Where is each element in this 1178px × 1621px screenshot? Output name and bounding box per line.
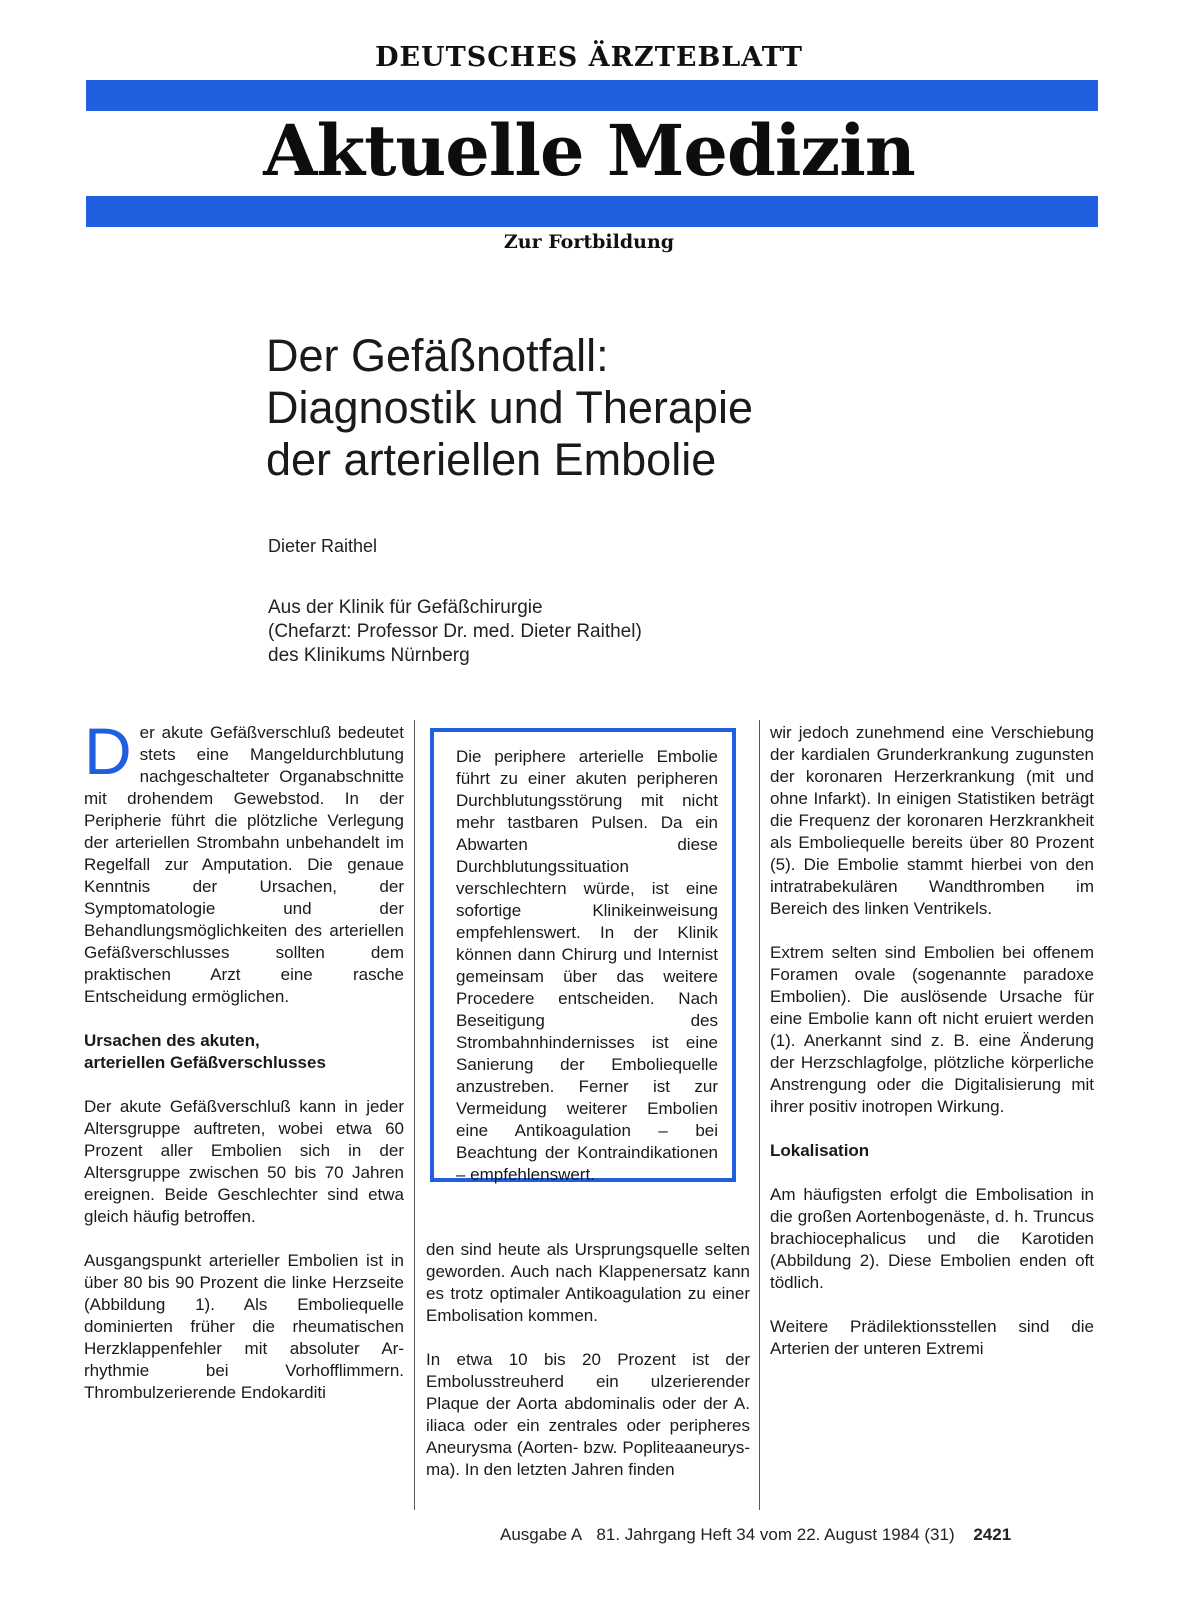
column-divider (414, 720, 415, 1510)
page-number: 2421 (973, 1525, 1012, 1544)
affiliation (268, 596, 642, 668)
body-paragraph: Ausgangspunkt arterieller Embolien ist in über 80 bis 90 Prozent die linke Herzseite (Abbildung 1). Als Emboliequelle dominierten früher die rheumatischen Herzklappenfehler mit absoluter Arrhythmie bei Vorhofflimmern. Thrombulzerierende Endokarditi (84, 1251, 404, 1402)
section-title: Aktuelle Medizin (263, 109, 915, 192)
body-paragraph: Weitere Prädilektionsstellen sind die Arterien der unteren Extremi (770, 1317, 1094, 1358)
bottom-blue-bar (86, 196, 1098, 227)
author: Dieter Raithel (268, 536, 378, 556)
article-title-line: Der Gefäßnotfall: (266, 330, 609, 381)
affiliation-line: (Chefarzt: Professor Dr. med. Dieter Raithel) (268, 621, 642, 642)
body-paragraph: Der akute Gefäßverschluß kann in jeder Altersgruppe auftreten, wobei etwa 60 Prozent aller Embolien sich in der Altersgruppe zwischen 50 bis 70 Jahren ereignen. Beide Geschlechter sind etwa gleich häufig betroffen. (84, 1097, 404, 1226)
body-paragraph: In etwa 10 bis 20 Prozent ist der Embolusstreuherd ein ulzerierender Plaque der Aorta abdominalis oder der A. iliaca oder ein zentrales oder peripheres Aneurysma (Aorten- bzw. Popliteaaneurysma). In den letzten Jahren finden (426, 1350, 750, 1479)
article-title-line: der arteriellen Embolie (266, 434, 717, 485)
column-divider (759, 720, 760, 1510)
masthead: DEUTSCHES ÄRZTEBLATT (375, 42, 803, 73)
intro-text: er akute Gefäßverschluß bedeutet stets eine Mangeldurchblutung nachgeschalteter Organabschnitte mit drohendem Gewebstod. In der Peripherie führt die plötzliche Verlegung der arteriellen Strombahn unbehandelt im Regelfall zur Amputation. Die genaue Kenntnis der Ursachen, der Symptomatologie und der Behandlungsmöglichkeiten des arteriellen Gefäßverschlusses sollten dem praktischen Arzt eine rasche Entscheidung ermöglichen. (84, 723, 404, 1006)
issue-info: 81. Jahrgang Heft 34 vom 22. August 1984 (31) (596, 1525, 955, 1544)
intro-paragraph (84, 714, 404, 1008)
summary-box (430, 728, 736, 1182)
body-paragraph: Am häufigsten erfolgt die Embolisation in die großen Aortenbogenäste, d. h. Truncus brachiocephalicus und die Karotiden (Abbildung 2). Diese Embolien enden oft tödlich. (770, 1185, 1094, 1292)
affiliation-line: des Klinikums Nürnberg (268, 645, 470, 666)
body-paragraph: wir jedoch zunehmend eine Verschiebung der kardialen Grunderkrankung zugunsten der koronaren Herzerkrankung (mit und ohne Infarkt). In einigen Statistiken beträgt die Frequenz der koronaren Herzkrankheit als Emboliequelle bereits über 80 Prozent (5). Die Embolie stammt hierbei von den intratrabekulären Wandthromben im Bereich des linken Ventrikels. (770, 723, 1094, 918)
body-paragraph: Extrem selten sind Embolien bei offenem Foramen ovale (sogenannte paradoxe Embolien). Die auslösende Ursache für eine Embolie kann oft nicht eruiert werden (1). Anerkannt sind z. B. eine Änderung der Herzschlagfolge, plötzliche körperliche Anstrengung oder die Digitalisierung mit ihrer positiv inotropen Wirkung. (770, 943, 1094, 1116)
column-3 (770, 722, 1094, 1382)
section-heading-localization: Lokalisation (770, 1141, 870, 1160)
summary-text: Die periphere arterielle Embolie führt zu einer akuten peripheren Durchblutungsstörung mit nicht mehr tastbaren Pulsen. Da ein Abwarten diese Durchblutungssituation verschlechtern würde, ist eine sofortige Klinikeinweisung empfehlenswert. In der Klinik können dann Chirurg und Internist gemeinsam über das weitere Procedere entscheiden. Nach Beseitigung des Strombahnhindernisses ist eine Sanierung der Emboliequelle anzustreben. Ferner ist zur Vermeidung weiterer Embolien eine Antikoagulation – bei Beachtung der Kontraindikationen – empfehlenswert. (456, 747, 718, 1184)
page-footer (500, 1525, 1011, 1545)
article-title (266, 330, 906, 486)
heading-line: Ursachen des akuten, (84, 1031, 260, 1050)
affiliation-line: Aus der Klinik für Gefäßchirurgie (268, 597, 543, 618)
article-title-line: Diagnostik und Therapie (266, 382, 753, 433)
section-heading-causes (84, 1030, 404, 1074)
body-paragraph: den sind heute als Ursprungsquelle selten geworden. Auch nach Klappenersatz kann es trotz optimaler Antikoagulation zu einer Embolisation kommen. (426, 1240, 750, 1325)
column-2 (426, 1239, 750, 1503)
top-blue-bar (86, 80, 1098, 111)
drop-cap: D (84, 714, 132, 788)
heading-line: arteriellen Gefäßverschlusses (84, 1053, 326, 1072)
subsection-label: Zur Fortbildung (503, 231, 675, 253)
column-1 (84, 714, 404, 1426)
edition-label: Ausgabe A (500, 1525, 583, 1544)
